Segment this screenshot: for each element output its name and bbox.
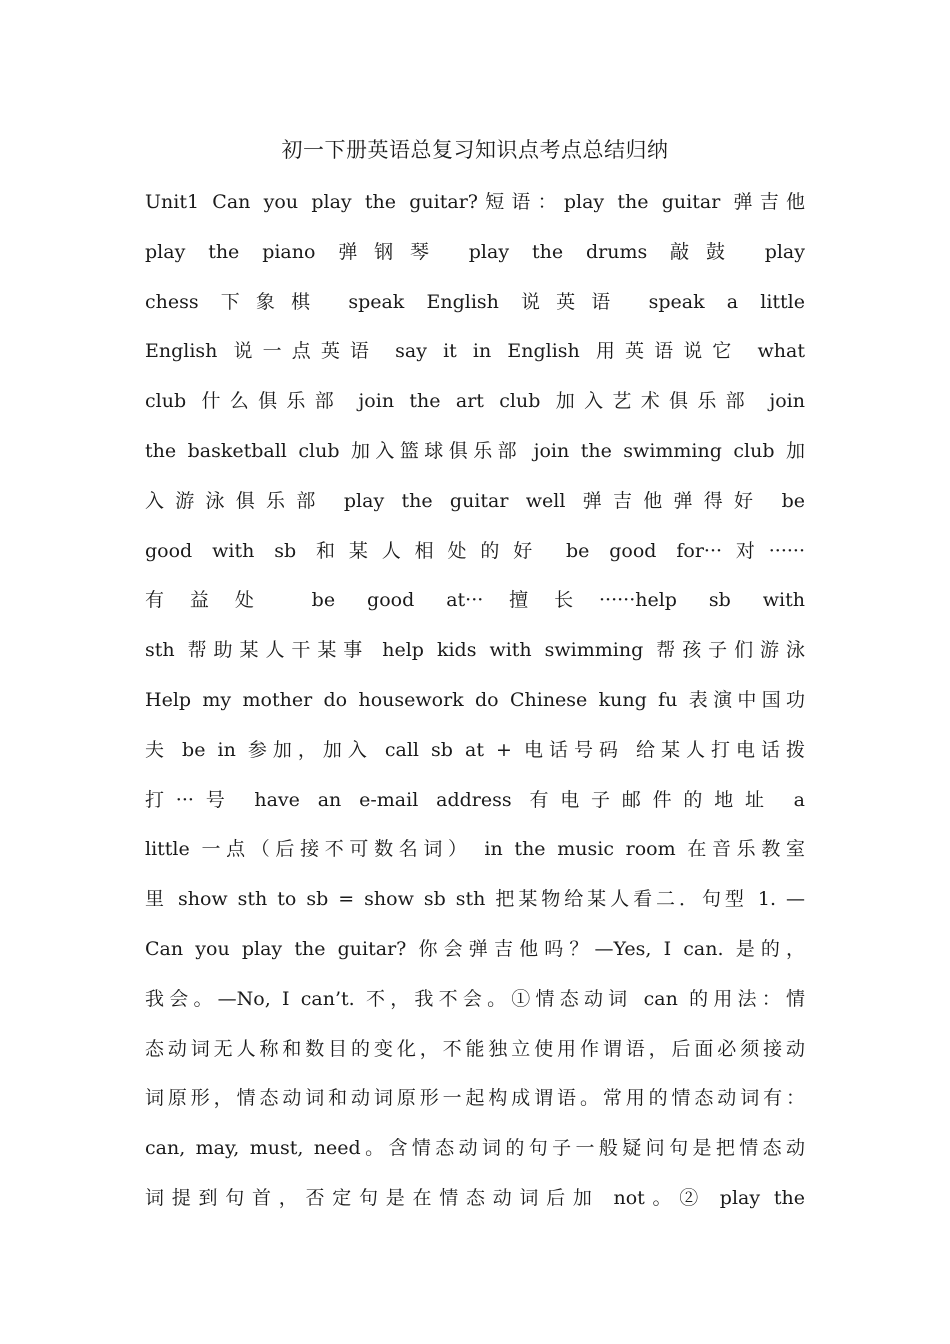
text-line: 入游泳俱乐部 play the guitar well 弹吉他弹得好 be: [145, 489, 805, 512]
text-line: 词提到句首，否定句是在情态动词后加 not。② play the: [145, 1186, 805, 1209]
text-line: 里 show sth to sb = show sb sth 把某物给某人看二．句型 1. —: [145, 888, 805, 911]
text-line: 打···号 have an e-mail address 有电子邮件的地址 a: [145, 788, 805, 811]
document-title: 初一下册英语总复习知识点考点总结归纳: [281, 138, 669, 162]
text-line: 夫 be in 参加，加入 call sb at + 电话号码 给某人打电话拨: [145, 738, 805, 761]
text-line: Help my mother do housework do Chinese kung fu 表演中国功: [145, 688, 805, 711]
text-line: little 一点（后接不可数名词） in the music room 在音乐教室: [145, 838, 805, 861]
text-line: 有益处 be good at···擅长······help sb with: [145, 589, 805, 612]
text-line: chess 下象棋 speak English 说英语 speak a little: [145, 290, 805, 313]
text-line: 我会。—No, I can’t. 不，我不会。①情态动词 can 的用法：情: [145, 987, 805, 1010]
text-line: sth 帮助某人干某事 help kids with swimming 帮孩子们游泳: [145, 639, 805, 662]
text-line: good with sb 和某人相处的好 be good for···对······: [145, 539, 805, 562]
document-body: [145, 178, 805, 1224]
text-line: club 什么俱乐部 join the art club 加入艺术俱乐部 join: [145, 390, 805, 413]
text-line: play the piano 弹钢琴 play the drums 敲鼓 play: [145, 240, 805, 263]
text-line: Can you play the guitar? 你会弹吉他吗？—Yes, I can. 是的，: [145, 937, 805, 960]
text-line: can, may, must, need。含情态动词的句子一般疑问句是把情态动: [145, 1137, 805, 1160]
text-line: 态动词无人称和数目的变化，不能独立使用作谓语，后面必须接动: [145, 1037, 805, 1060]
text-line: Unit1 Can you play the guitar?短语：play the guitar 弹吉他: [145, 191, 805, 213]
text-line: the basketball club 加入篮球俱乐部 join the swimming club 加: [145, 439, 805, 462]
text-line: 词原形，情态动词和动词原形一起构成谓语。常用的情态动词有：: [145, 1087, 805, 1110]
text-line: English 说一点英语 say it in English 用英语说它 what: [145, 340, 805, 363]
